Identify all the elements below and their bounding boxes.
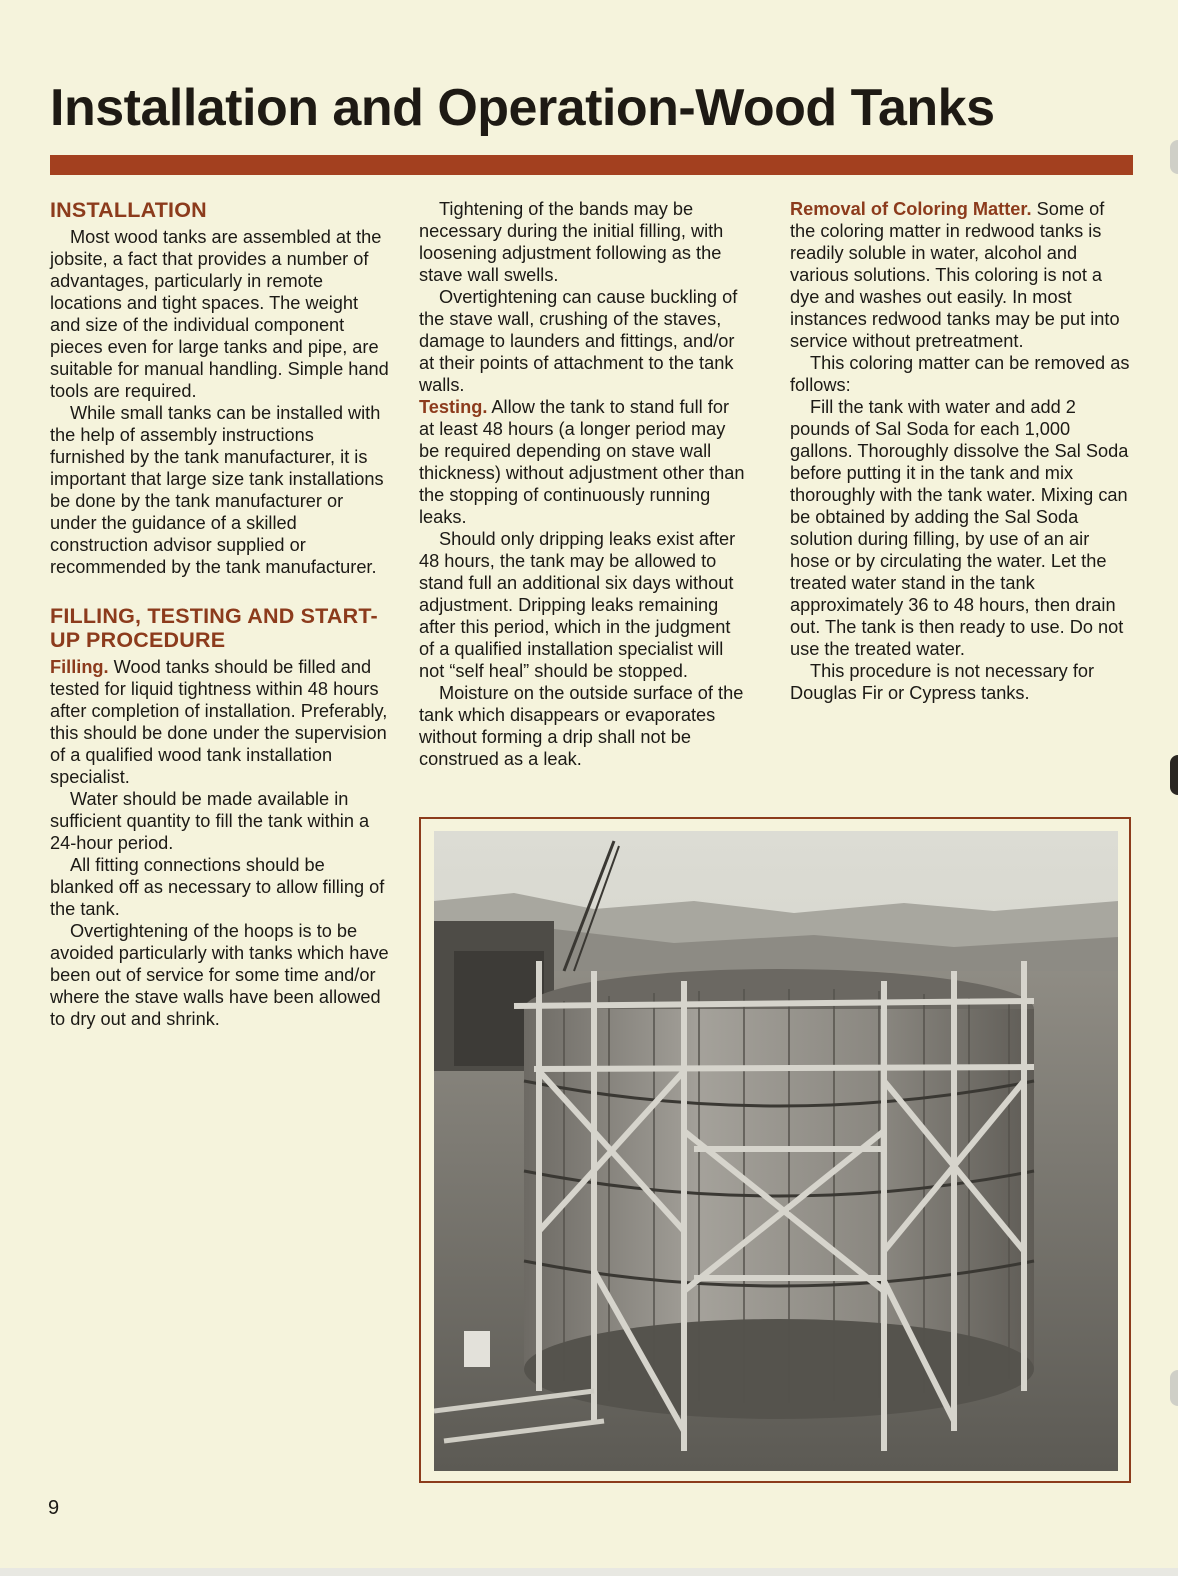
binding-hole <box>1170 1370 1178 1406</box>
paragraph-text: Some of the coloring matter in redwood tanks is readily soluble in water, alcohol and various solutions. This coloring is not a dye and washes out easily. In most instances redwood tanks may be put into service without pretreatment. <box>790 199 1120 351</box>
page-number: 9 <box>48 1497 60 1519</box>
paragraph-filling <box>50 656 390 788</box>
page-edge <box>0 1568 1178 1576</box>
paragraph: Fill the tank with water and add 2 pounds of Sal Soda for each 1,000 gallons. Thoroughly dissolve the Sal Soda before putting it in the tank and mix thoroughly with the tank water. Mixing can be obtained by adding the Sal Soda solution during filling, by use of an air hose or by circulating the water. Let the treated water stand in the tank approximately 36 to 48 hours, then drain out. The tank is then ready to use. Do not use the treated water. <box>790 397 1129 659</box>
page-title: Installation and Operation-Wood Tanks <box>50 79 995 137</box>
paragraph: Tightening of the bands may be necessary during the initial filling, with loosening adjustment following as the stave wall swells. <box>419 199 724 285</box>
paragraph-testing <box>419 396 749 528</box>
paragraph: Overtightening of the hoops is to be avoided particularly with tanks which have been out of service for some time and/or where the stave walls have been allowed to dry out and shrink. <box>50 921 389 1029</box>
paragraph: Overtightening can cause buckling of the stave wall, crushing of the staves, damage to launders and fittings, and/or at their points of attachment to the tank walls. <box>419 287 738 395</box>
title-rule <box>50 155 1133 175</box>
column-left <box>50 198 390 1030</box>
paragraph-text: Allow the tank to stand full for at least 48 hours (a longer period may be required depending on stave wall thickness) without adjustment other than the stopping of continuously running leaks. <box>419 397 745 527</box>
runin-filling: Filling. <box>50 657 109 677</box>
paragraph: All fitting connections should be blanked off as necessary to allow filling of the tank. <box>50 855 385 919</box>
tank-construction-photo <box>434 831 1118 1471</box>
paragraph: This procedure is not necessary for Douglas Fir or Cypress tanks. <box>790 661 1095 703</box>
column-middle <box>419 198 749 770</box>
paragraph: Water should be made available in sufficient quantity to fill the tank within a 24-hour period. <box>50 789 370 853</box>
runin-testing: Testing. <box>419 397 488 417</box>
photo-frame <box>419 817 1131 1483</box>
column-right <box>790 198 1130 704</box>
paragraph: Moisture on the outside surface of the tank which disappears or evaporates without forming a drip shall not be construed as a leak. <box>419 683 744 769</box>
paragraph-text: Wood tanks should be filled and tested for liquid tightness within 48 hours after completion of installation. Preferably, this should be done under the supervision of a qualified wood tank installation specialist. <box>50 657 388 787</box>
paragraph-removal <box>790 198 1130 352</box>
paragraph: This coloring matter can be removed as follows: <box>790 353 1130 395</box>
paragraph: While small tanks can be installed with the help of assembly instructions furnished by the tank manufacturer, it is important that large size tank installations be done by the tank manufacturer or under the guidance of a skilled construction advisor supplied or recommended by the tank manufacturer. <box>50 403 384 577</box>
paragraph: Should only dripping leaks exist after 48 hours, the tank may be allowed to stand full an additional six days without adjustment. Dripping leaks remaining after this period, which in the judgment of a qualified installation specialist will not “self heal” should be stopped. <box>419 529 736 681</box>
paragraph: Most wood tanks are assembled at the jobsite, a fact that provides a number of advantages, particularly in remote locations and tight spaces. The weight and size of the individual component pieces even for large tanks and pipe, are suitable for manual handling. Simple hand tools are required. <box>50 227 389 401</box>
heading-filling-testing: FILLING, TESTING AND START-UP PROCEDURE <box>50 604 378 652</box>
runin-removal: Removal of Coloring Matter. <box>790 199 1032 219</box>
binding-hole <box>1170 755 1178 795</box>
binding-hole <box>1170 140 1178 174</box>
heading-installation: INSTALLATION <box>50 198 207 222</box>
